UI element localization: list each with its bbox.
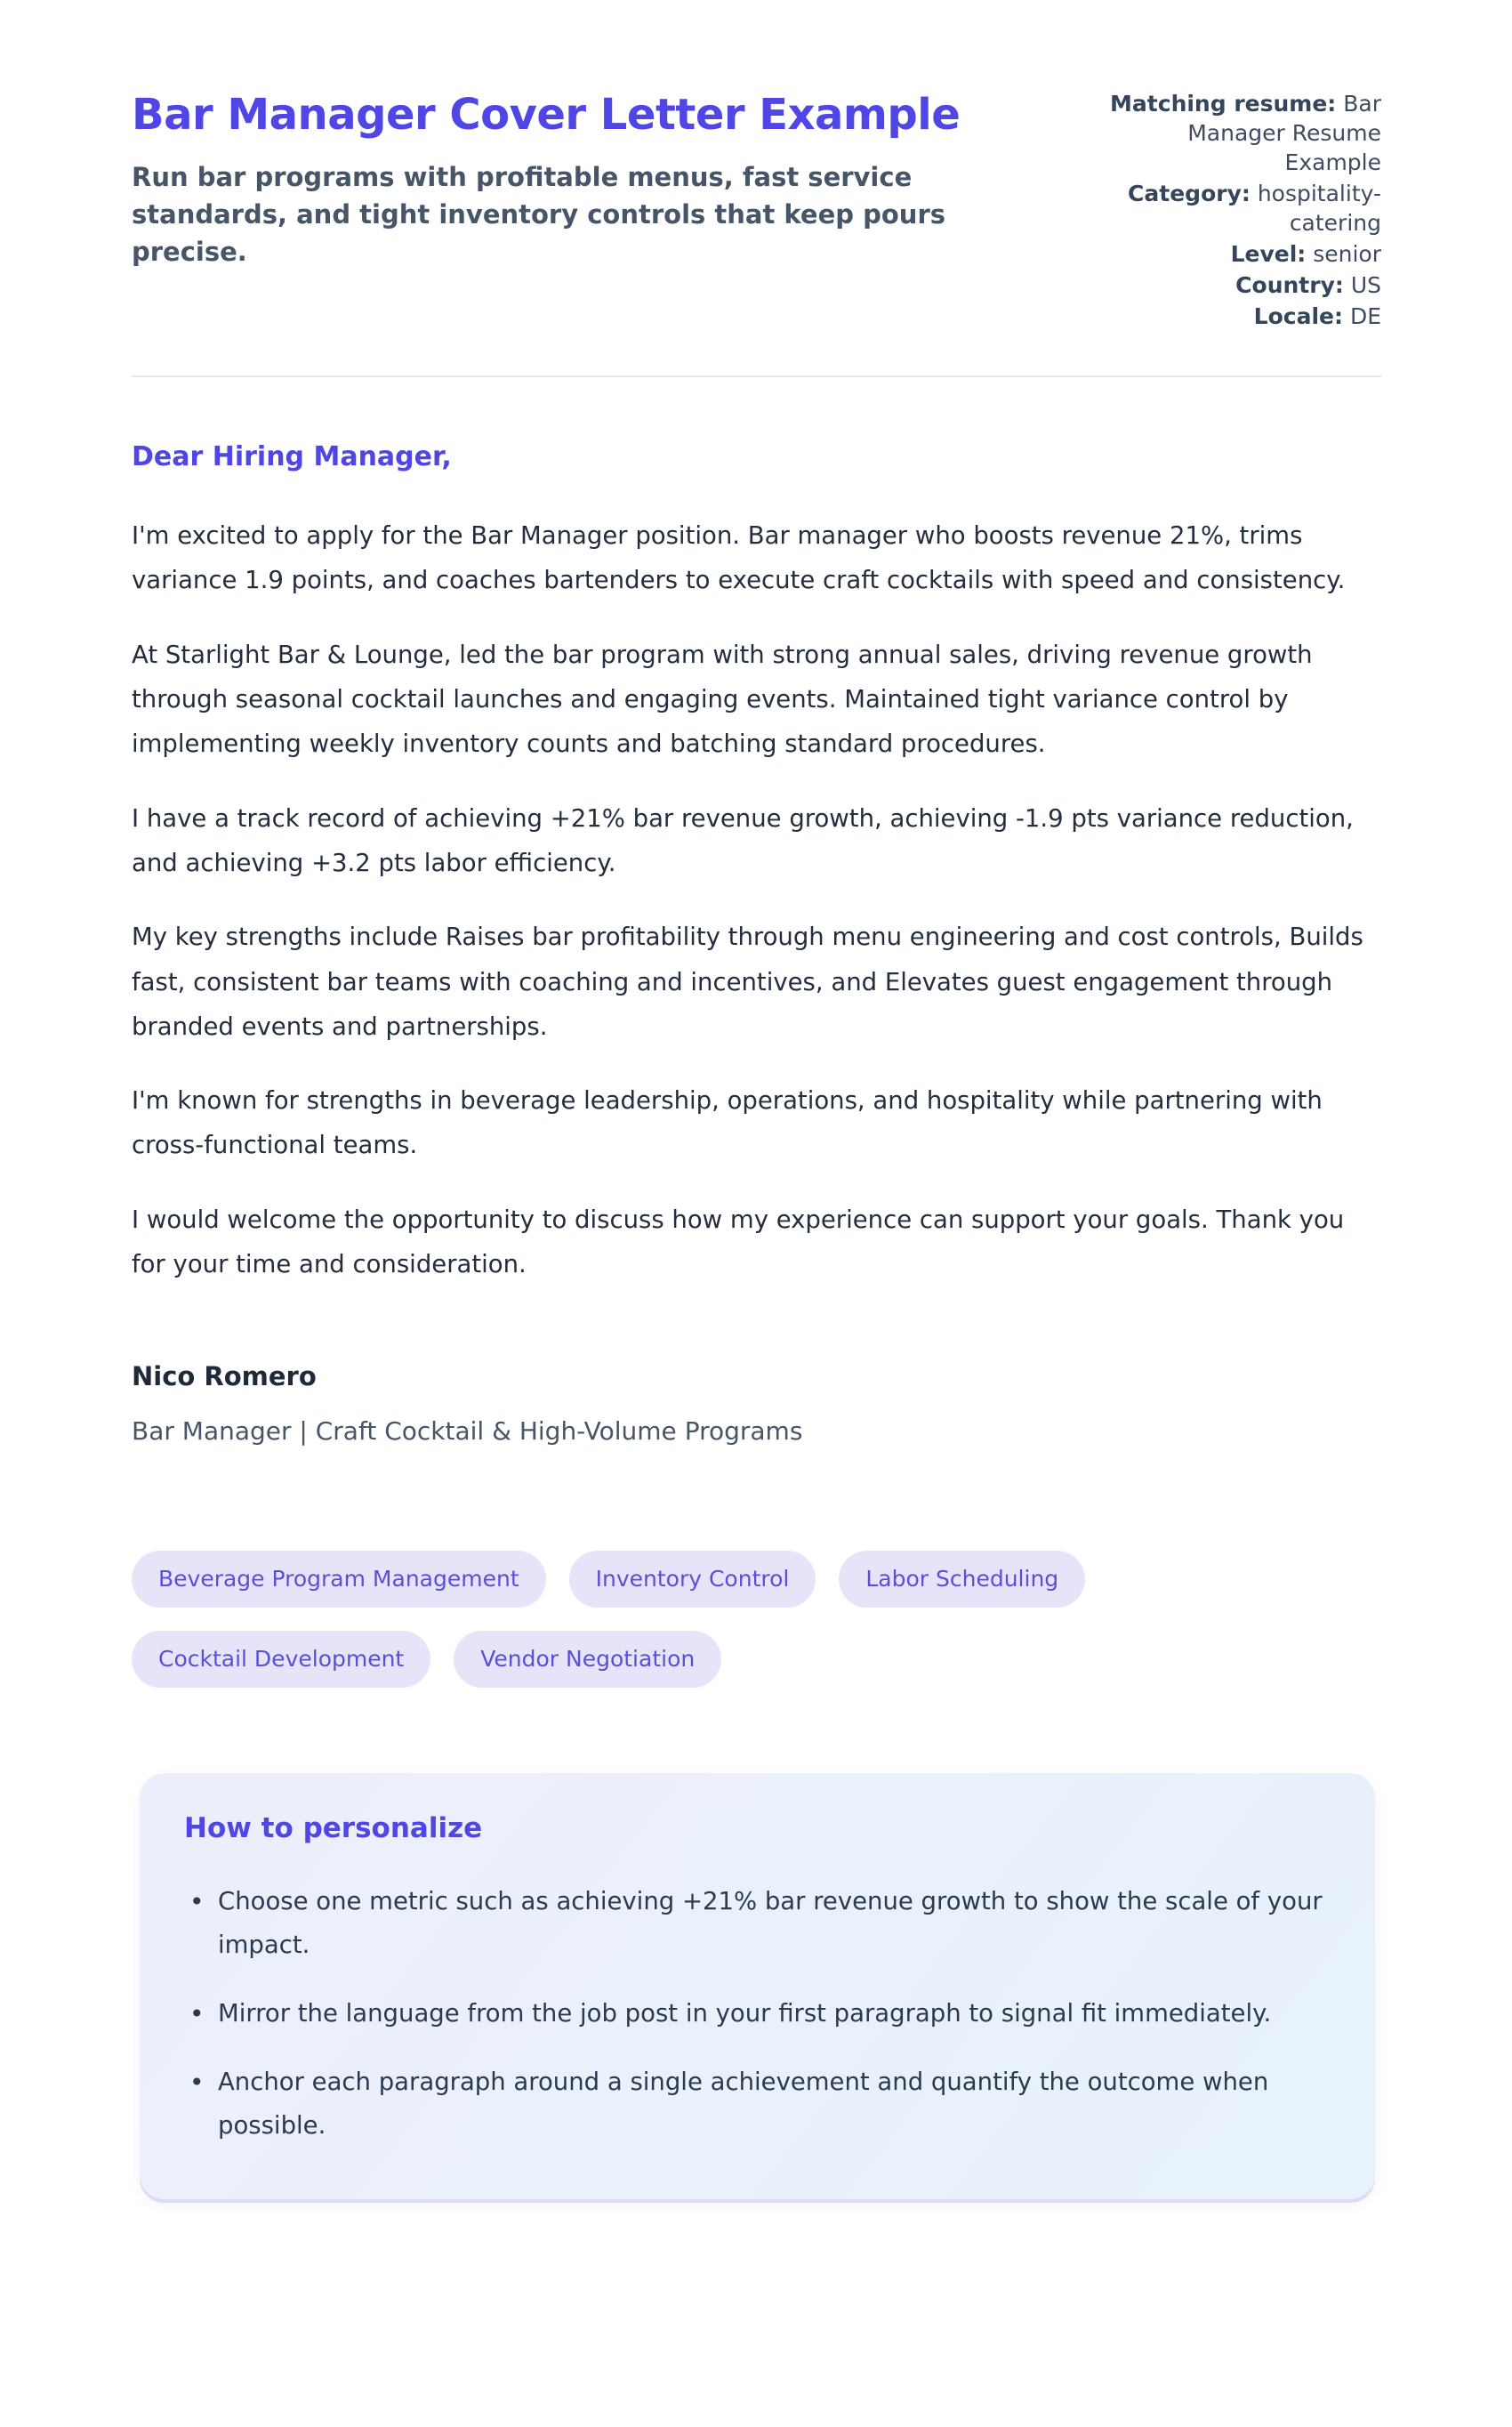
meta-row xyxy=(1090,179,1381,238)
letter-greeting: Dear Hiring Manager, xyxy=(132,441,452,472)
letter-paragraph: My key strengths include Raises bar profitability through menu engineering and cost controls, Builds fast, consistent bar teams with coaching and incentives, and Elevates guest engagement through branded events and partnerships. xyxy=(132,923,1363,1041)
page-subtitle: Run bar programs with profitable menus, fast service standards, and tight inventory controls that keep pours precise. xyxy=(132,162,946,268)
meta-value: Bar Manager Resume Example xyxy=(1187,91,1381,175)
skill-tags xyxy=(132,1551,1270,1688)
signature-block xyxy=(132,1361,1381,1446)
letter-paragraph: I would welcome the opportunity to discuss how my experience can support your goals. Thank you for your time and consideration. xyxy=(132,1205,1345,1279)
meta-value: US xyxy=(1343,272,1381,298)
personalize-callout xyxy=(140,1773,1375,2199)
meta-value: hospitality-catering xyxy=(1250,181,1381,236)
page-title: Bar Manager Cover Letter Example xyxy=(132,90,961,140)
skill-tag: Inventory Control xyxy=(569,1551,816,1608)
signature-name: Nico Romero xyxy=(132,1361,317,1392)
callout-tip: • Anchor each paragraph around a single achievement and quantify the outcome when possible. xyxy=(184,2060,1329,2148)
skill-tag: Cocktail Development xyxy=(132,1631,430,1688)
meta-label: Category: xyxy=(1128,181,1251,206)
meta-row xyxy=(1090,302,1381,331)
meta-row xyxy=(1090,239,1381,269)
callout-title: How to personalize xyxy=(184,1812,483,1845)
header-titles xyxy=(132,85,1064,270)
letter-paragraph: I have a track record of achieving +21% bar revenue growth, achieving -1.9 pts variance reduction, and achieving +3.2 pts labor efficiency. xyxy=(132,803,1354,877)
signature-title: Bar Manager | Craft Cocktail & High-Volume Programs xyxy=(132,1416,803,1447)
meta-label: Level: xyxy=(1230,241,1307,267)
skill-tag: Beverage Program Management xyxy=(132,1551,546,1608)
meta-label: Country: xyxy=(1235,272,1344,298)
letter-paragraph: At Starlight Bar & Lounge, led the bar program with strong annual sales, driving revenue growth through seasonal cocktail launches and engaging events. Maintained tight variance control by implementing weekly inventory counts and batching standard procedures. xyxy=(132,640,1313,759)
letter-paragraph: I'm excited to apply for the Bar Manager position. Bar manager who boosts revenue 21%, trims variance 1.9 points, and coaches bartenders to execute craft cocktails with speed and consistency. xyxy=(132,521,1346,595)
resume-meta xyxy=(1090,89,1381,333)
header xyxy=(132,85,1381,333)
meta-label: Matching resume: xyxy=(1110,91,1337,117)
letter-paragraph: I'm known for strengths in beverage leadership, operations, and hospitality while partnering with cross-functional teams. xyxy=(132,1086,1323,1160)
meta-row xyxy=(1090,89,1381,177)
header-divider xyxy=(132,375,1381,377)
meta-label: Locale: xyxy=(1253,303,1343,329)
meta-value: senior xyxy=(1306,241,1381,267)
callout-tip: • Choose one metric such as achieving +21% bar revenue growth to show the scale of your impact. xyxy=(184,1880,1329,1967)
meta-row xyxy=(1090,270,1381,300)
letter-body xyxy=(132,513,1381,1286)
skill-tag: Labor Scheduling xyxy=(839,1551,1085,1608)
meta-value: DE xyxy=(1343,303,1381,329)
callout-tip: • Mirror the language from the job post in your first paragraph to signal fit immediately. xyxy=(184,1992,1329,2036)
callout-tips-list xyxy=(184,1880,1329,2148)
skill-tag: Vendor Negotiation xyxy=(454,1631,721,1688)
